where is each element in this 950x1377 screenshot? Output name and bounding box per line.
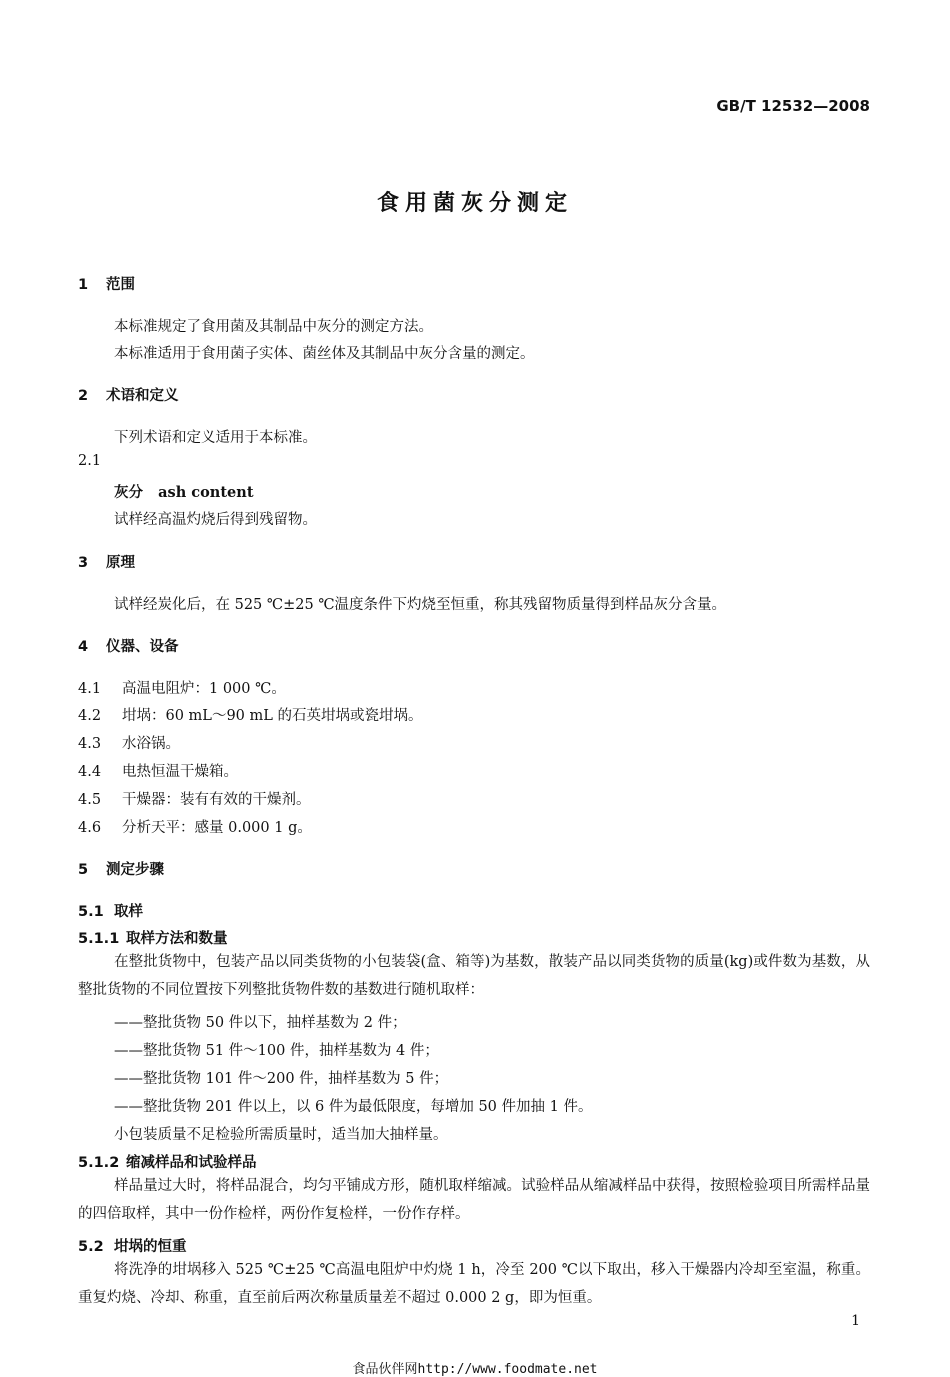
section-2-heading: [78, 384, 179, 405]
item-text: 水浴锅。: [122, 736, 180, 752]
item-number: 4.1: [78, 681, 102, 697]
subsection-5-1-2-heading: [78, 1151, 257, 1172]
list-item: [78, 760, 238, 781]
section-3-heading: [78, 551, 135, 572]
footer-site-name: 食品伙伴网: [352, 1362, 418, 1377]
section-number: 5.1.1: [78, 931, 120, 947]
item-text: 电热恒温干燥箱。: [122, 764, 238, 780]
item-number: 4.4: [78, 764, 102, 780]
list-item: [78, 788, 311, 809]
page-number: 1: [851, 1313, 860, 1329]
list-item: [78, 677, 286, 698]
section-title: 范围: [106, 277, 135, 293]
section-number: 3: [78, 555, 89, 571]
item-number: 4.2: [78, 708, 102, 724]
subsection-5-1-heading: [78, 900, 143, 921]
paragraph: 在整批货物中，包装产品以同类货物的小包装袋(盒、箱等)为基数，散装产品以同类货物的质量(kg)或件数为基数，从整批货物的不同位置按下列整批货物件数的基数进行随机取样：: [78, 954, 870, 998]
document-title: 食用菌灰分测定: [376, 191, 573, 216]
item-text: 干燥器：装有有效的干燥剂。: [122, 792, 311, 808]
list-item: [78, 704, 422, 725]
subsection-5-2-heading: [78, 1235, 187, 1256]
section-title: 术语和定义: [106, 388, 179, 404]
definition: 试样经高温灼烧后得到残留物。: [114, 512, 317, 528]
paragraph: 本标准规定了食用菌及其制品中灰分的测定方法。: [114, 319, 433, 335]
subsection-number: 2.1: [78, 453, 102, 469]
section-title: 取样: [114, 904, 143, 920]
paragraph: 本标准适用于食用菌子实体、菌丝体及其制品中灰分含量的测定。: [114, 346, 535, 362]
term-cn: 灰分: [114, 484, 143, 501]
dash-item: ——整批货物 101 件～200 件，抽样基数为 5 件；: [114, 1071, 449, 1087]
term: [114, 481, 254, 502]
item-text: 坩埚：60 mL～90 mL 的石英坩埚或瓷坩埚。: [122, 708, 423, 724]
section-5-heading: [78, 858, 164, 879]
paragraph: 下列术语和定义适用于本标准。: [114, 430, 317, 446]
dash-item: ——整批货物 51 件～100 件，抽样基数为 4 件；: [114, 1043, 439, 1059]
paragraph: 将洗净的坩埚移入 525 ℃±25 ℃高温电阻炉中灼烧 1 h，冷至 200 ℃以下取出，移入干燥器内冷却至室温，称重。重复灼烧、冷却、称重，直至前后两次称量质量差不超过 0.000 2 g，即为恒重。: [78, 1262, 870, 1306]
item-text: 高温电阻炉：1 000 ℃。: [122, 681, 286, 697]
term-en: ash content: [158, 484, 254, 501]
item-text: 分析天平：感量 0.000 1 g。: [122, 820, 312, 836]
list-item: [78, 732, 180, 753]
subsection-5-1-1-heading: [78, 927, 228, 948]
dash-item: ——整批货物 201 件以上，以 6 件为最低限度，每增加 50 件加抽 1 件。: [114, 1099, 593, 1115]
section-number: 5: [78, 862, 89, 878]
paragraph: 试样经炭化后，在 525 ℃±25 ℃温度条件下灼烧至恒重，称其残留物质量得到样品灰分含量。: [114, 597, 727, 613]
section-number: 2: [78, 388, 89, 404]
standard-number: GB/T 12532—2008: [716, 97, 870, 115]
item-number: 4.5: [78, 792, 102, 808]
section-title: 原理: [106, 555, 135, 571]
paragraph: 样品量过大时，将样品混合，均匀平铺成方形，随机取样缩减。试验样品从缩减样品中获得，按照检验项目所需样品量的四倍取样，其中一份作检样，两份作复检样，一份作存样。: [78, 1178, 870, 1222]
item-number: 4.6: [78, 820, 102, 836]
footer: [0, 1358, 950, 1377]
section-title: 仪器、设备: [106, 639, 179, 655]
paragraph: 小包装质量不足检验所需质量时，适当加大抽样量。: [114, 1127, 448, 1143]
section-title: 坩埚的恒重: [114, 1239, 187, 1255]
item-number: 4.3: [78, 736, 102, 752]
section-title: 取样方法和数量: [126, 931, 228, 947]
list-item: [78, 816, 312, 837]
section-number: 5.1.2: [78, 1155, 120, 1171]
section-title: 缩减样品和试验样品: [126, 1155, 257, 1171]
footer-url[interactable]: http://www.foodmate.net: [417, 1362, 598, 1377]
section-title: 测定步骤: [106, 862, 164, 878]
section-number: 5.2: [78, 1239, 104, 1255]
section-number: 1: [78, 277, 89, 293]
section-number: 4: [78, 639, 89, 655]
section-number: 5.1: [78, 904, 104, 920]
dash-item: ——整批货物 50 件以下，抽样基数为 2 件；: [114, 1015, 407, 1031]
section-1-heading: [78, 273, 135, 294]
section-4-heading: [78, 635, 179, 656]
